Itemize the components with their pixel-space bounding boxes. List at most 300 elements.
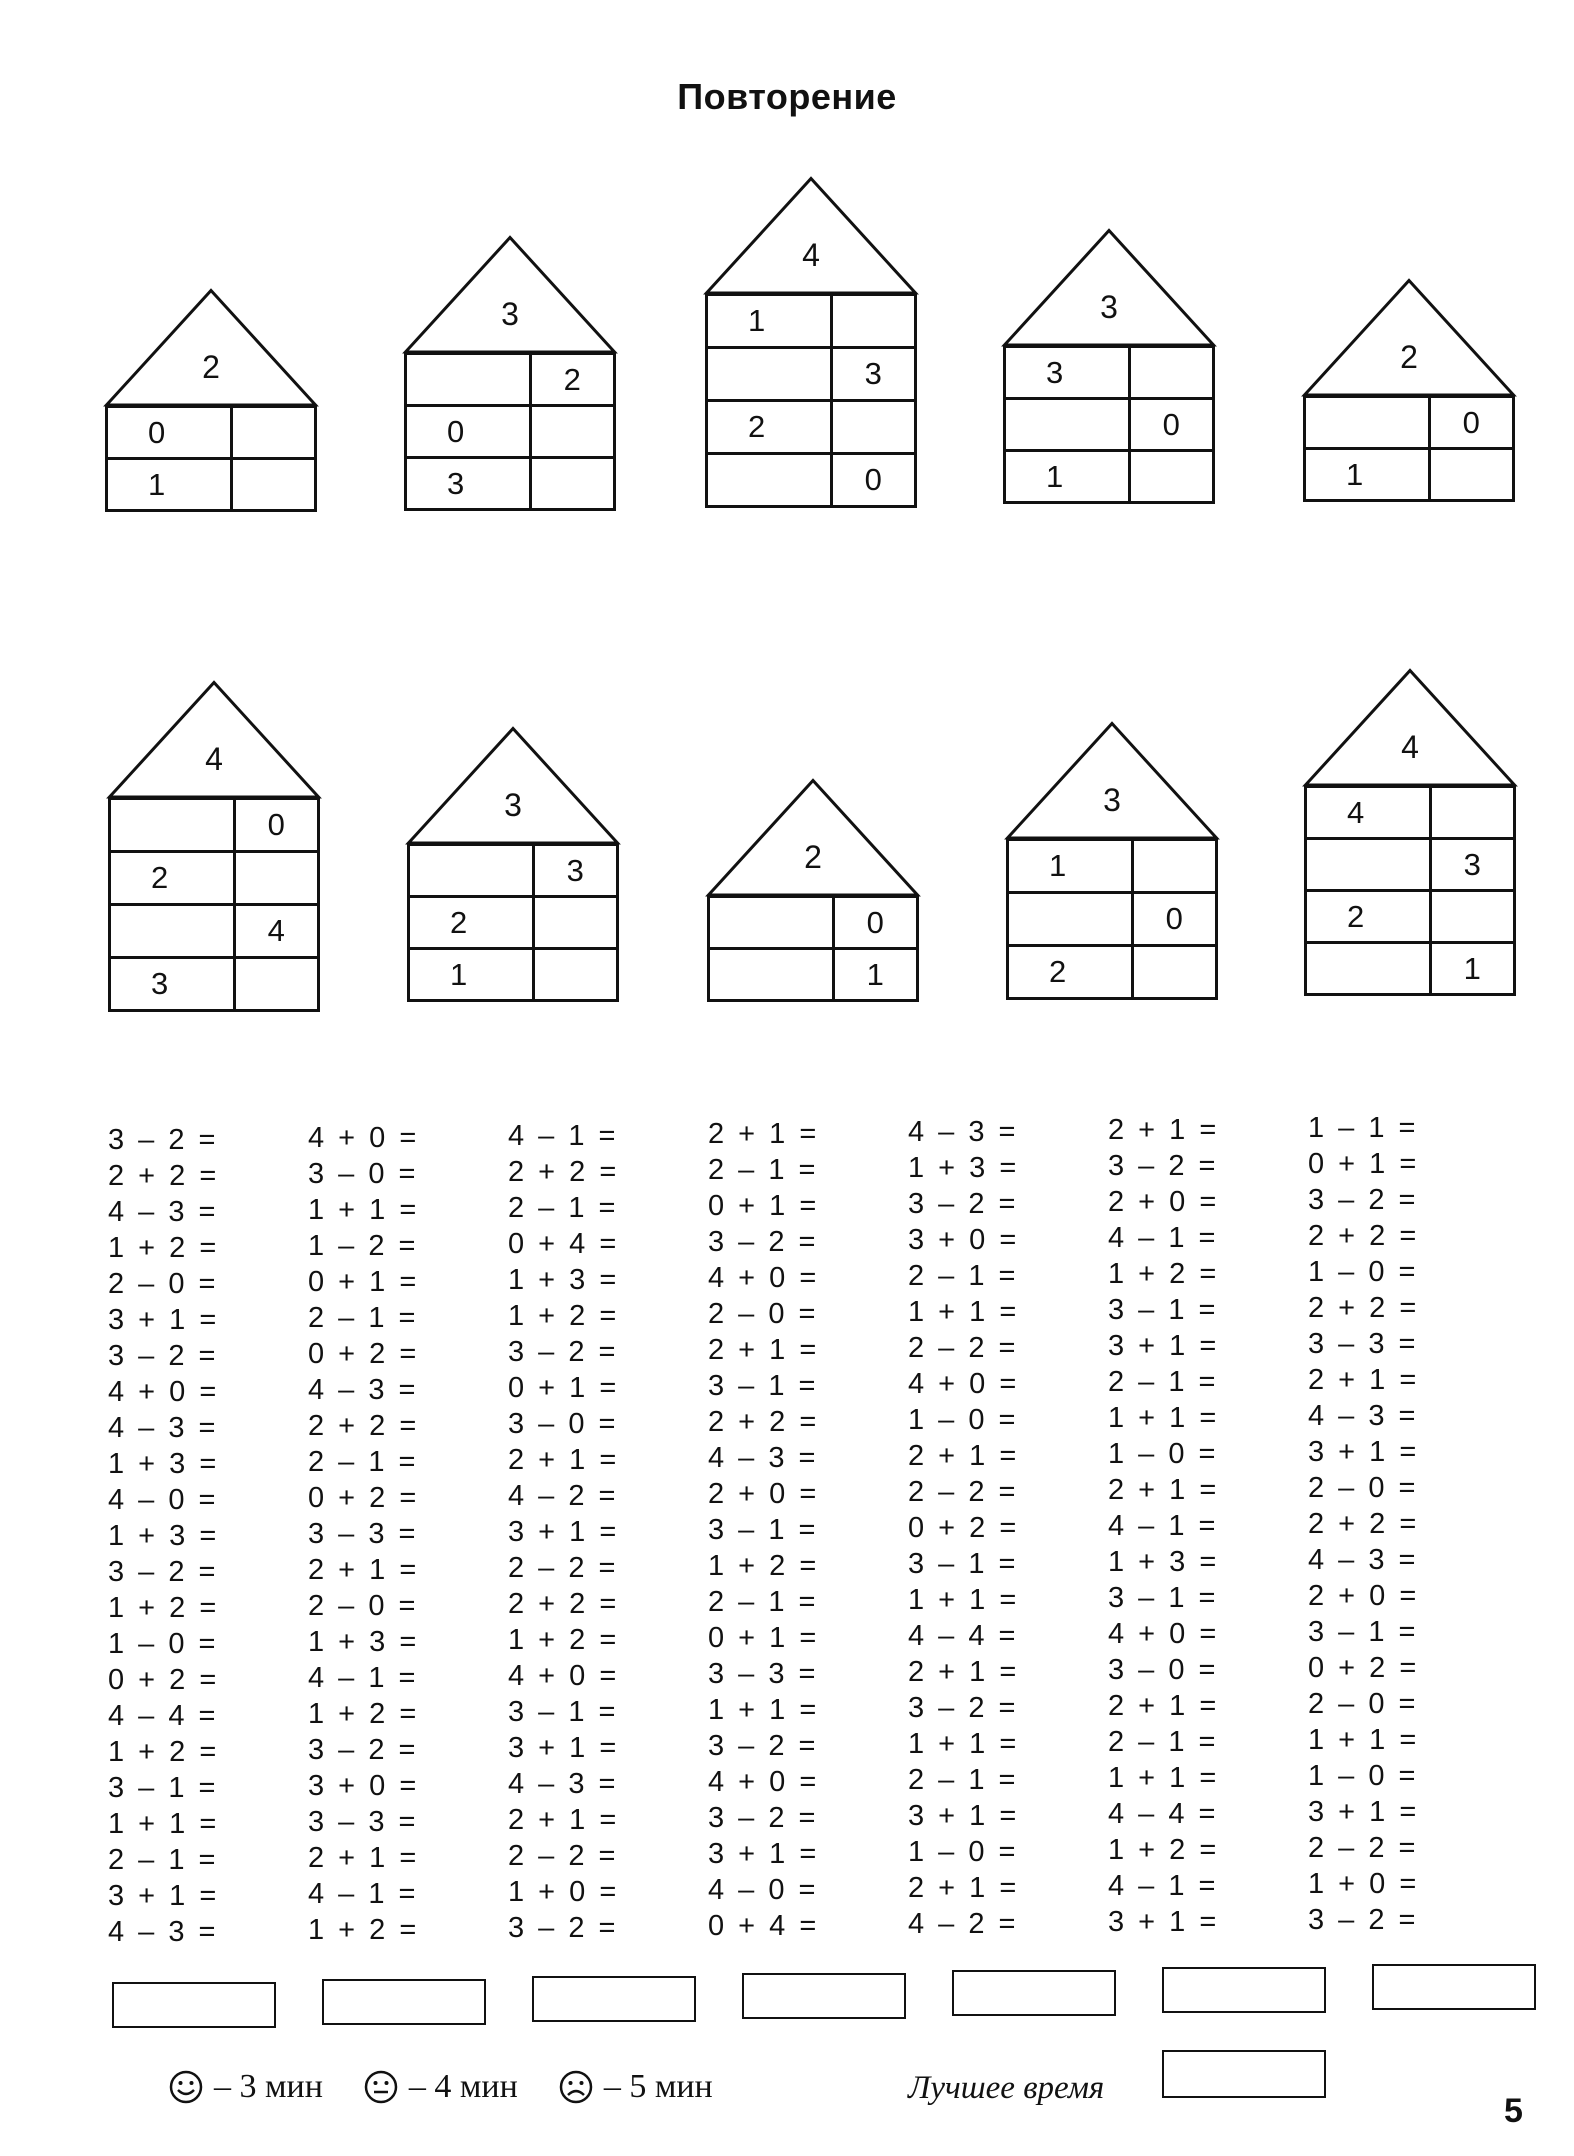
equation: 3 – 0 = <box>308 1158 419 1190</box>
equation: 4 – 1 = <box>308 1662 419 1694</box>
house-cell-left: 1 <box>1306 450 1431 499</box>
house-cell-left: 2 <box>410 898 535 947</box>
equation: 0 + 1 = <box>708 1622 820 1654</box>
house-cell-right[interactable] <box>1134 841 1216 891</box>
roof-number: 4 <box>1401 729 1419 766</box>
equation: 2 + 1 = <box>1108 1114 1220 1146</box>
equation: 1 + 2 = <box>708 1550 820 1582</box>
house-cell-left[interactable] <box>710 950 835 999</box>
equation: 3 – 3 = <box>1308 1328 1419 1360</box>
equation: 1 – 0 = <box>108 1628 219 1660</box>
equation: 3 – 0 = <box>508 1408 619 1440</box>
equation: 1 + 1 = <box>908 1584 1020 1616</box>
house-row <box>407 456 613 508</box>
equation: 3 + 1 = <box>1308 1436 1420 1468</box>
equation: 2 – 0 = <box>708 1298 819 1330</box>
equation: 4 – 2 = <box>508 1480 619 1512</box>
equation: 4 + 0 = <box>508 1660 620 1692</box>
legend-text-smile: – 3 мин <box>214 2068 323 2105</box>
equation: 1 + 1 = <box>308 1194 420 1226</box>
house-cell-left: 1 <box>410 950 535 999</box>
equation: 3 – 2 = <box>1308 1184 1419 1216</box>
smile-face-icon <box>168 2069 204 2105</box>
house-row <box>1006 345 1212 397</box>
house-row <box>407 352 613 404</box>
house-row <box>1307 837 1513 889</box>
house-cell-left: 1 <box>108 460 233 509</box>
house-cell-right[interactable] <box>532 407 614 456</box>
equation: 3 + 1 = <box>108 1304 220 1336</box>
equation-column <box>108 1122 308 1950</box>
equation: 3 + 1 = <box>108 1880 220 1912</box>
house-cell-right[interactable] <box>1432 892 1514 941</box>
equation: 4 – 1 = <box>508 1120 619 1152</box>
equation: 3 – 1 = <box>708 1370 819 1402</box>
equation: 4 – 3 = <box>1308 1544 1419 1576</box>
equation: 4 – 0 = <box>108 1484 219 1516</box>
equation: 1 + 1 = <box>1108 1402 1220 1434</box>
time-legend <box>168 2068 753 2106</box>
equation-column <box>308 1120 508 1950</box>
equation: 4 – 3 = <box>308 1374 419 1406</box>
best-time-input-box[interactable] <box>1162 2050 1326 2098</box>
equation: 2 – 0 = <box>108 1268 219 1300</box>
number-house <box>1003 229 1215 504</box>
house-roof <box>404 236 616 352</box>
house-cell-right: 0 <box>1162 406 1180 442</box>
equation: 2 – 2 = <box>1308 1832 1419 1864</box>
house-cell-right[interactable] <box>233 408 315 457</box>
house-grid <box>404 352 616 511</box>
house-roof <box>407 727 619 843</box>
equation: 2 – 2 = <box>908 1476 1019 1508</box>
equation: 0 + 2 = <box>108 1664 220 1696</box>
equation: 1 + 2 = <box>308 1914 420 1946</box>
house-roof <box>1003 229 1215 345</box>
equation: 0 + 1 = <box>508 1372 620 1404</box>
equation: 2 – 1 = <box>308 1446 419 1478</box>
equation: 3 + 1 = <box>908 1800 1020 1832</box>
equation: 3 – 1 = <box>708 1514 819 1546</box>
house-cell-left[interactable] <box>111 800 236 850</box>
equation: 2 + 1 = <box>708 1334 820 1366</box>
house-roof <box>705 177 917 293</box>
page-title: Повторение <box>677 76 897 117</box>
house-grid <box>407 843 619 1002</box>
equation: 2 + 1 = <box>1108 1474 1220 1506</box>
house-cell-left[interactable] <box>710 898 835 947</box>
equation: 1 + 2 = <box>308 1698 420 1730</box>
time-answer-box[interactable] <box>112 1982 276 2028</box>
house-row <box>410 843 616 895</box>
equation: 1 + 3 = <box>508 1264 620 1296</box>
house-cell-right: 0 <box>1165 901 1183 936</box>
best-time-label: Лучшее время <box>908 2070 1105 2106</box>
house-cell-right[interactable] <box>233 460 315 509</box>
equation: 1 + 0 = <box>508 1876 620 1908</box>
equation: 2 + 2 = <box>508 1588 620 1620</box>
equation: 3 – 1 = <box>1308 1616 1419 1648</box>
house-row <box>1307 889 1513 941</box>
equation: 3 – 2 = <box>908 1188 1019 1220</box>
house-cell-right[interactable] <box>1131 348 1213 397</box>
equation: 3 + 1 = <box>508 1516 620 1548</box>
house-cell-left: 1 <box>1009 841 1134 891</box>
equation: 2 – 1 = <box>1108 1726 1219 1758</box>
house-cell-left[interactable] <box>111 906 236 956</box>
equation: 2 + 0 = <box>1108 1186 1220 1218</box>
house-row <box>1306 395 1512 447</box>
equation: 2 – 1 = <box>708 1154 819 1186</box>
equation: 3 – 3 = <box>308 1806 419 1838</box>
equation: 3 + 0 = <box>908 1224 1020 1256</box>
equation-column <box>508 1118 708 1950</box>
house-cell-left: 2 <box>1009 947 1134 997</box>
equation: 1 + 2 = <box>1108 1258 1220 1290</box>
equation: 0 + 4 = <box>708 1910 820 1942</box>
page-number: 5 <box>1504 2092 1523 2130</box>
equation: 4 – 1 = <box>308 1878 419 1910</box>
equation: 4 – 2 = <box>908 1908 1019 1940</box>
house-cell-right: 3 <box>566 852 584 888</box>
equation: 1 – 0 = <box>908 1836 1019 1868</box>
house-cell-left: 1 <box>1006 452 1131 501</box>
house-cell-right: 0 <box>866 904 884 940</box>
equation: 1 – 0 = <box>1108 1438 1219 1470</box>
equation: 1 – 0 = <box>1308 1256 1419 1288</box>
house-row <box>111 850 317 903</box>
equation: 3 – 2 = <box>108 1340 219 1372</box>
equation: 4 + 0 = <box>1108 1618 1220 1650</box>
equation: 1 + 0 = <box>1308 1868 1420 1900</box>
equation-columns <box>108 1112 1508 1950</box>
legend-item-smile <box>168 2068 323 2106</box>
equation: 0 + 1 = <box>1308 1148 1420 1180</box>
house-cell-left[interactable] <box>407 355 532 404</box>
house-row <box>708 293 914 346</box>
equation: 2 + 1 = <box>908 1872 1020 1904</box>
house-cell-right: 1 <box>866 956 884 992</box>
equation: 0 + 1 = <box>708 1190 820 1222</box>
roof-number: 3 <box>1103 782 1121 819</box>
roof-number: 3 <box>1100 289 1118 326</box>
equation-column <box>908 1114 1108 1950</box>
roof-number: 3 <box>504 787 522 824</box>
equation: 4 + 0 = <box>108 1376 220 1408</box>
equation: 3 – 2 = <box>708 1802 819 1834</box>
house-cell-right: 0 <box>864 462 882 497</box>
house-cell-left: 4 <box>1307 788 1432 837</box>
equation: 2 + 1 = <box>908 1440 1020 1472</box>
legend-item-neutral <box>363 2068 518 2106</box>
house-row <box>111 903 317 956</box>
roof-number: 2 <box>1400 339 1418 376</box>
equation: 4 – 3 = <box>108 1196 219 1228</box>
equation: 1 + 1 = <box>1308 1724 1420 1756</box>
number-house <box>705 177 917 508</box>
equation: 2 + 1 = <box>308 1554 420 1586</box>
equation: 4 + 0 = <box>308 1122 420 1154</box>
house-row <box>708 452 914 505</box>
house-cell-left[interactable] <box>1307 944 1432 993</box>
equation: 4 – 3 = <box>108 1412 219 1444</box>
time-answer-box[interactable] <box>532 1976 696 2022</box>
number-house <box>1303 279 1515 502</box>
equation: 3 – 2 = <box>1108 1150 1219 1182</box>
house-cell-left: 2 <box>111 853 236 903</box>
equation: 3 – 1 = <box>908 1548 1019 1580</box>
house-cell-left[interactable] <box>410 846 535 895</box>
house-roof <box>707 779 919 895</box>
equation: 3 – 3 = <box>708 1658 819 1690</box>
house-cell-right[interactable] <box>833 296 915 346</box>
equation: 2 – 1 = <box>908 1764 1019 1796</box>
equation: 3 – 2 = <box>1308 1904 1419 1936</box>
house-cell-right[interactable] <box>1134 947 1216 997</box>
roof-number: 4 <box>205 741 223 778</box>
house-row <box>1009 891 1215 944</box>
equation: 2 + 1 = <box>308 1842 420 1874</box>
house-row <box>108 405 314 457</box>
house-cell-right[interactable] <box>1131 452 1213 501</box>
equation: 1 + 2 = <box>508 1300 620 1332</box>
house-row <box>407 404 613 456</box>
roof-number: 2 <box>804 839 822 876</box>
equation: 2 + 2 = <box>508 1156 620 1188</box>
equation: 3 + 0 = <box>308 1770 420 1802</box>
equation: 1 + 3 = <box>908 1152 1020 1184</box>
equation: 0 + 1 = <box>308 1266 420 1298</box>
house-roof <box>108 681 320 797</box>
equation: 2 + 2 = <box>1308 1508 1420 1540</box>
equation: 1 + 3 = <box>308 1626 420 1658</box>
equation: 4 – 4 = <box>908 1620 1019 1652</box>
equation: 3 – 2 = <box>508 1336 619 1368</box>
house-row <box>708 399 914 452</box>
time-answer-box[interactable] <box>1372 1964 1536 2010</box>
house-row <box>708 346 914 399</box>
roof-number: 4 <box>802 237 820 274</box>
equation: 4 + 0 = <box>908 1368 1020 1400</box>
house-grid <box>1006 838 1218 1000</box>
house-grid <box>1303 395 1515 502</box>
equation: 2 + 1 = <box>508 1804 620 1836</box>
equation: 2 – 1 = <box>108 1844 219 1876</box>
equation: 4 + 0 = <box>708 1766 820 1798</box>
house-row <box>1009 838 1215 891</box>
equation: 2 + 2 = <box>308 1410 420 1442</box>
equation: 2 – 1 = <box>1108 1366 1219 1398</box>
house-cell-left[interactable] <box>708 349 833 399</box>
house-roof <box>1303 279 1515 395</box>
equation: 2 + 0 = <box>708 1478 820 1510</box>
equation: 3 – 2 = <box>308 1734 419 1766</box>
equation: 3 – 3 = <box>308 1518 419 1550</box>
house-cell-right[interactable] <box>532 459 614 508</box>
roof-number: 3 <box>501 296 519 333</box>
equation: 0 + 2 = <box>1308 1652 1420 1684</box>
equation: 1 – 2 = <box>308 1230 419 1262</box>
house-cell-left: 0 <box>407 407 532 456</box>
equation: 3 + 1 = <box>1108 1330 1220 1362</box>
equation: 0 + 2 = <box>308 1482 420 1514</box>
equation: 2 – 0 = <box>1308 1688 1419 1720</box>
equation: 0 + 4 = <box>508 1228 620 1260</box>
time-answer-box[interactable] <box>1162 1967 1326 2013</box>
house-cell-left: 2 <box>1307 892 1432 941</box>
house-grid <box>108 797 320 1012</box>
equation: 3 – 1 = <box>508 1696 619 1728</box>
equation: 1 + 1 = <box>908 1728 1020 1760</box>
equation: 3 – 2 = <box>908 1692 1019 1724</box>
equation: 3 – 0 = <box>1108 1654 1219 1686</box>
equation: 3 – 2 = <box>708 1226 819 1258</box>
equation: 1 + 2 = <box>108 1592 220 1624</box>
equation: 2 – 0 = <box>1308 1472 1419 1504</box>
equation: 3 – 2 = <box>108 1556 219 1588</box>
house-cell-right: 3 <box>864 356 882 391</box>
equation: 1 – 1 = <box>1308 1112 1419 1144</box>
house-cell-right[interactable] <box>535 950 617 999</box>
equation: 4 – 3 = <box>508 1768 619 1800</box>
house-grid <box>1304 785 1516 996</box>
equation: 3 – 2 = <box>508 1912 619 1944</box>
house-row <box>710 895 916 947</box>
equation: 2 – 1 = <box>908 1260 1019 1292</box>
equation: 2 – 2 = <box>908 1332 1019 1364</box>
equation: 4 – 4 = <box>1108 1798 1219 1830</box>
house-cell-right: 2 <box>563 361 581 397</box>
house-cell-left[interactable] <box>1006 400 1131 449</box>
house-cell-left: 3 <box>1006 348 1131 397</box>
equation: 4 – 3 = <box>1308 1400 1419 1432</box>
house-cell-right: 3 <box>1463 846 1481 882</box>
house-roof <box>1304 669 1516 785</box>
equation-column <box>708 1116 908 1950</box>
equation: 2 + 1 = <box>1308 1364 1420 1396</box>
equation: 1 + 2 = <box>508 1624 620 1656</box>
number-house <box>108 681 320 1012</box>
equation: 2 + 0 = <box>1308 1580 1420 1612</box>
equation: 2 + 2 = <box>1308 1292 1420 1324</box>
number-house <box>1006 722 1218 1000</box>
equation: 2 + 2 = <box>108 1160 220 1192</box>
equation: 3 – 1 = <box>1108 1294 1219 1326</box>
house-row <box>1306 447 1512 499</box>
number-house <box>1304 669 1516 996</box>
equation: 4 – 1 = <box>1108 1870 1219 1902</box>
equation: 1 + 2 = <box>108 1232 220 1264</box>
equation: 3 + 1 = <box>1108 1906 1220 1938</box>
house-cell-right[interactable] <box>535 898 617 947</box>
equation: 2 + 1 = <box>708 1118 820 1150</box>
house-cell-right: 4 <box>267 913 285 948</box>
equation-column <box>1308 1110 1508 1950</box>
equation: 2 + 1 = <box>1108 1690 1220 1722</box>
house-cell-right[interactable] <box>236 853 318 903</box>
house-row <box>410 895 616 947</box>
equation: 1 + 2 = <box>1108 1834 1220 1866</box>
house-cell-left[interactable] <box>1307 840 1432 889</box>
equation: 3 + 1 = <box>508 1732 620 1764</box>
house-row <box>1006 449 1212 501</box>
legend-text-sad: – 5 мин <box>603 2068 713 2105</box>
equation: 1 – 0 = <box>1308 1760 1419 1792</box>
equation: 4 – 3 = <box>908 1116 1019 1148</box>
number-house <box>407 727 619 1002</box>
house-roof <box>1006 722 1218 838</box>
house-row <box>1307 785 1513 837</box>
equation: 2 + 1 = <box>908 1656 1020 1688</box>
sad-face-icon <box>558 2069 594 2105</box>
house-cell-left: 3 <box>111 959 236 1009</box>
time-answer-box[interactable] <box>952 1970 1116 2016</box>
equation: 2 – 0 = <box>308 1590 419 1622</box>
house-row <box>1006 397 1212 449</box>
house-cell-right[interactable] <box>833 402 915 452</box>
equation: 4 – 3 = <box>108 1916 219 1948</box>
number-house <box>404 236 616 511</box>
house-cell-right[interactable] <box>1431 450 1513 499</box>
equation: 2 – 1 = <box>308 1302 419 1334</box>
house-row <box>410 947 616 999</box>
house-cell-left: 1 <box>708 296 833 346</box>
equation: 0 + 2 = <box>308 1338 420 1370</box>
equation: 2 + 2 = <box>1308 1220 1420 1252</box>
house-roof <box>105 289 317 405</box>
equation: 3 + 1 = <box>708 1838 820 1870</box>
equation: 2 – 2 = <box>508 1552 619 1584</box>
house-cell-left: 0 <box>108 408 233 457</box>
house-cell-left: 2 <box>708 402 833 452</box>
house-cell-right[interactable] <box>1432 788 1514 837</box>
equation: 2 – 1 = <box>708 1586 819 1618</box>
house-row <box>1307 941 1513 993</box>
equation: 1 + 1 = <box>108 1808 220 1840</box>
time-answer-box[interactable] <box>742 1973 906 2019</box>
house-cell-right[interactable] <box>236 959 318 1009</box>
equation: 4 – 3 = <box>708 1442 819 1474</box>
neutral-face-icon <box>363 2069 399 2105</box>
equation: 2 – 1 = <box>508 1192 619 1224</box>
house-cell-left[interactable] <box>1009 894 1134 944</box>
equation: 2 – 2 = <box>508 1840 619 1872</box>
house-grid <box>705 293 917 508</box>
equation: 1 + 3 = <box>1108 1546 1220 1578</box>
equation: 3 + 1 = <box>1308 1796 1420 1828</box>
house-cell-left[interactable] <box>1306 398 1431 447</box>
house-cell-right: 0 <box>267 807 285 842</box>
house-grid <box>1003 345 1215 504</box>
number-house <box>707 779 919 1002</box>
number-house <box>105 289 317 512</box>
house-row <box>1009 944 1215 997</box>
house-cell-left: 3 <box>407 459 532 508</box>
equation: 1 + 1 = <box>908 1296 1020 1328</box>
equation: 4 – 0 = <box>708 1874 819 1906</box>
equation: 2 + 1 = <box>508 1444 620 1476</box>
time-answer-box[interactable] <box>322 1979 486 2025</box>
equation: 1 + 1 = <box>708 1694 820 1726</box>
house-cell-left[interactable] <box>708 455 833 505</box>
house-row <box>111 956 317 1009</box>
house-row <box>111 797 317 850</box>
house-row <box>108 457 314 509</box>
equation: 4 + 0 = <box>708 1262 820 1294</box>
equation: 4 – 1 = <box>1108 1222 1219 1254</box>
roof-number: 2 <box>202 349 220 386</box>
equation: 3 – 1 = <box>108 1772 219 1804</box>
